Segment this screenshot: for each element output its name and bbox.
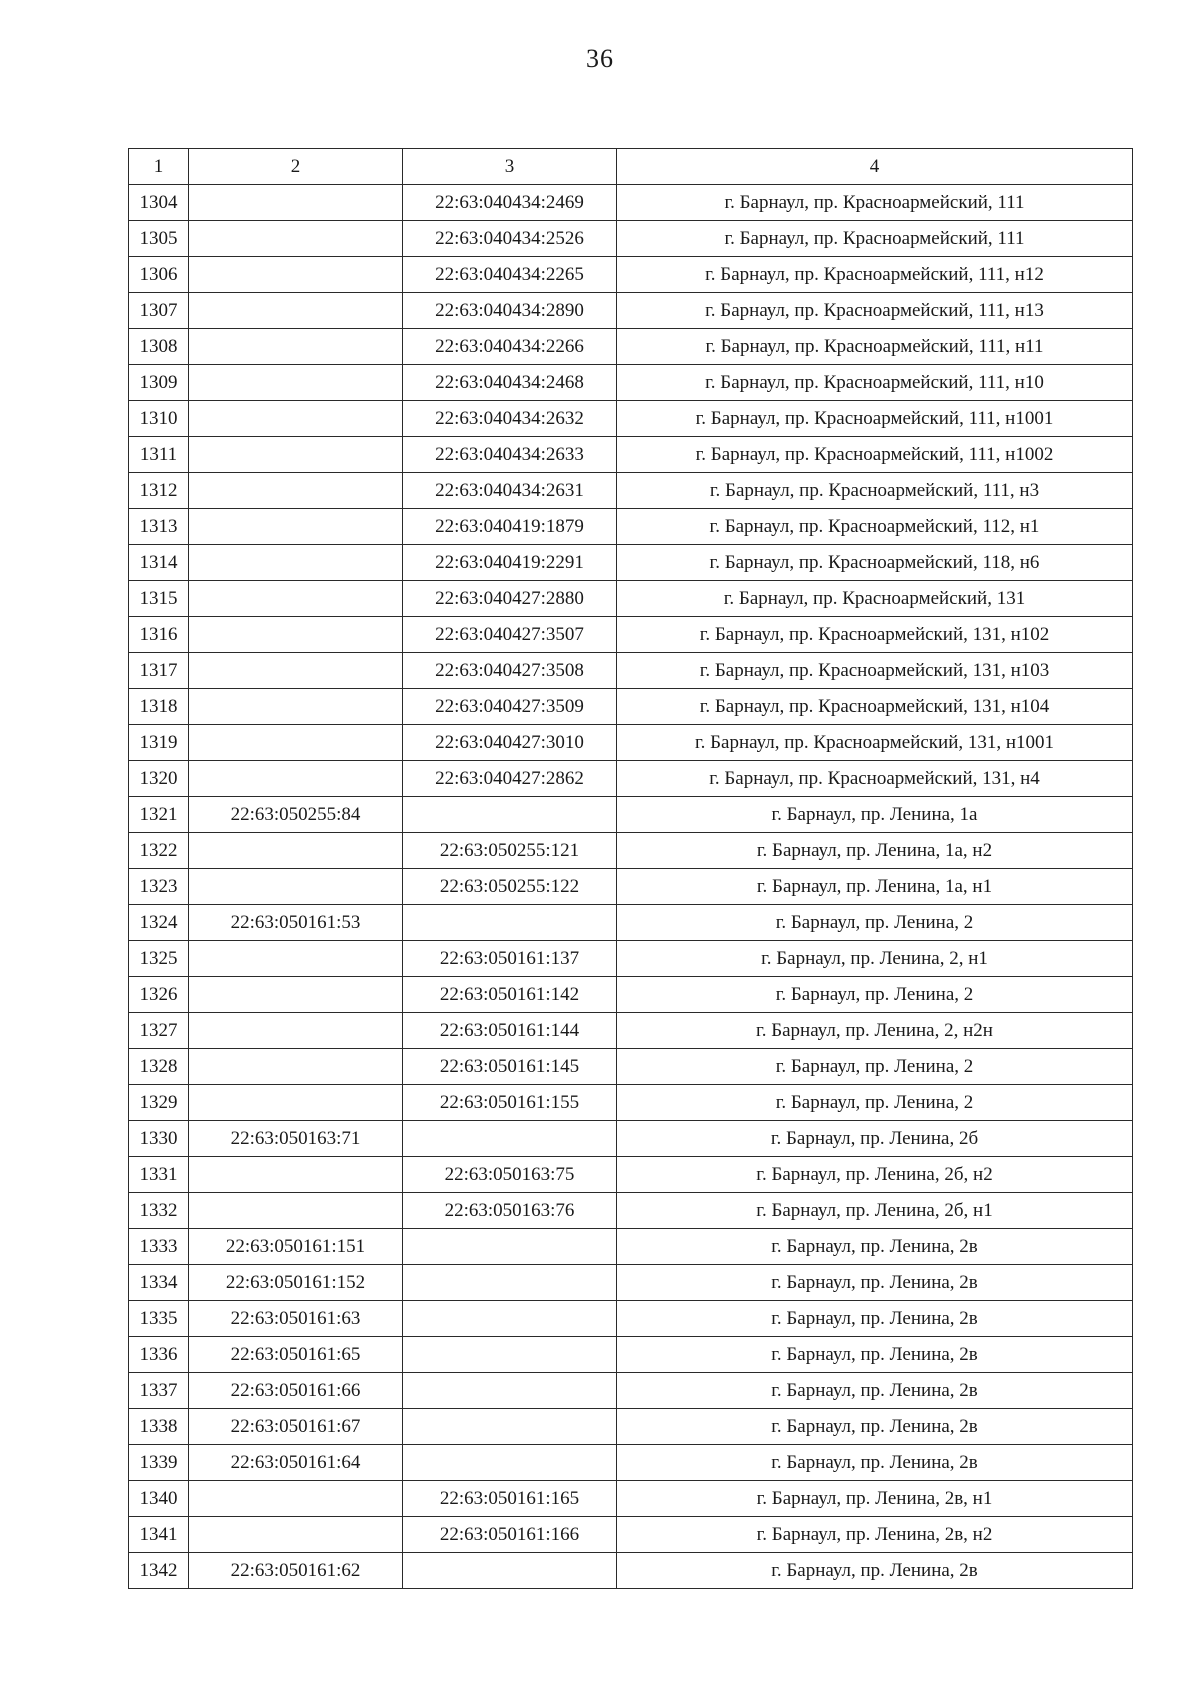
address-cell: г. Барнаул, пр. Ленина, 2 <box>617 1049 1133 1085</box>
premises-number-cell: 22:63:050161:165 <box>403 1481 617 1517</box>
table-row <box>129 1373 1133 1409</box>
cadastral-number-cell: 22:63:050161:67 <box>189 1409 403 1445</box>
address-cell: г. Барнаул, пр. Ленина, 2в, н1 <box>617 1481 1133 1517</box>
premises-number-cell: 22:63:050161:144 <box>403 1013 617 1049</box>
address-cell: г. Барнаул, пр. Ленина, 2в <box>617 1337 1133 1373</box>
table-row <box>129 869 1133 905</box>
premises-number-cell <box>403 1121 617 1157</box>
table-row <box>129 293 1133 329</box>
table-row <box>129 761 1133 797</box>
premises-number-cell: 22:63:040427:2880 <box>403 581 617 617</box>
row-number-cell: 1305 <box>129 221 189 257</box>
cadastral-number-cell <box>189 185 403 221</box>
address-cell: г. Барнаул, пр. Красноармейский, 131, н102 <box>617 617 1133 653</box>
address-cell: г. Барнаул, пр. Красноармейский, 111, н1001 <box>617 401 1133 437</box>
row-number-cell: 1311 <box>129 437 189 473</box>
table-row <box>129 437 1133 473</box>
address-cell: г. Барнаул, пр. Ленина, 1а, н2 <box>617 833 1133 869</box>
premises-number-cell: 22:63:050161:142 <box>403 977 617 1013</box>
premises-number-cell: 22:63:050163:75 <box>403 1157 617 1193</box>
premises-number-cell <box>403 1337 617 1373</box>
cadastral-number-cell: 22:63:050161:152 <box>189 1265 403 1301</box>
premises-number-cell: 22:63:050161:145 <box>403 1049 617 1085</box>
header-row <box>129 149 1133 185</box>
table-row <box>129 689 1133 725</box>
cadastral-number-cell <box>189 1193 403 1229</box>
table-row <box>129 221 1133 257</box>
table-row <box>129 1445 1133 1481</box>
row-number-cell: 1317 <box>129 653 189 689</box>
address-cell: г. Барнаул, пр. Ленина, 2в <box>617 1229 1133 1265</box>
page-number: 36 <box>586 44 614 73</box>
premises-number-cell: 22:63:040427:2862 <box>403 761 617 797</box>
table-row <box>129 797 1133 833</box>
row-number-cell: 1312 <box>129 473 189 509</box>
row-number-cell: 1326 <box>129 977 189 1013</box>
premises-number-cell: 22:63:040434:2526 <box>403 221 617 257</box>
registry-table <box>128 148 1133 1589</box>
row-number-cell: 1319 <box>129 725 189 761</box>
premises-number-cell: 22:63:040434:2468 <box>403 365 617 401</box>
table-row <box>129 653 1133 689</box>
address-cell: г. Барнаул, пр. Красноармейский, 112, н1 <box>617 509 1133 545</box>
premises-number-cell: 22:63:050161:166 <box>403 1517 617 1553</box>
address-cell: г. Барнаул, пр. Ленина, 2в <box>617 1445 1133 1481</box>
cadastral-number-cell: 22:63:050161:65 <box>189 1337 403 1373</box>
row-number-cell: 1340 <box>129 1481 189 1517</box>
address-cell: г. Барнаул, пр. Ленина, 1а <box>617 797 1133 833</box>
cadastral-number-cell <box>189 257 403 293</box>
address-cell: г. Барнаул, пр. Красноармейский, 111 <box>617 185 1133 221</box>
address-cell: г. Барнаул, пр. Ленина, 2 <box>617 977 1133 1013</box>
premises-number-cell: 22:63:040434:2890 <box>403 293 617 329</box>
table-row <box>129 329 1133 365</box>
address-cell: г. Барнаул, пр. Красноармейский, 111, н11 <box>617 329 1133 365</box>
row-number-cell: 1309 <box>129 365 189 401</box>
table-row <box>129 401 1133 437</box>
column-header: 3 <box>403 149 617 185</box>
premises-number-cell: 22:63:040427:3507 <box>403 617 617 653</box>
table-row <box>129 509 1133 545</box>
premises-number-cell <box>403 797 617 833</box>
address-cell: г. Барнаул, пр. Ленина, 2 <box>617 1085 1133 1121</box>
row-number-cell: 1318 <box>129 689 189 725</box>
row-number-cell: 1314 <box>129 545 189 581</box>
table-row <box>129 1013 1133 1049</box>
premises-number-cell: 22:63:050255:122 <box>403 869 617 905</box>
premises-number-cell: 22:63:040434:2266 <box>403 329 617 365</box>
cadastral-number-cell <box>189 1085 403 1121</box>
premises-number-cell <box>403 1445 617 1481</box>
cadastral-number-cell <box>189 581 403 617</box>
cadastral-number-cell <box>189 221 403 257</box>
cadastral-number-cell <box>189 761 403 797</box>
cadastral-number-cell: 22:63:050161:66 <box>189 1373 403 1409</box>
premises-number-cell: 22:63:050161:137 <box>403 941 617 977</box>
premises-number-cell <box>403 1265 617 1301</box>
row-number-cell: 1327 <box>129 1013 189 1049</box>
premises-number-cell: 22:63:050161:155 <box>403 1085 617 1121</box>
row-number-cell: 1332 <box>129 1193 189 1229</box>
cadastral-number-cell: 22:63:050161:151 <box>189 1229 403 1265</box>
table-row <box>129 1085 1133 1121</box>
address-cell: г. Барнаул, пр. Ленина, 2б, н1 <box>617 1193 1133 1229</box>
row-number-cell: 1329 <box>129 1085 189 1121</box>
table-row <box>129 257 1133 293</box>
column-header: 4 <box>617 149 1133 185</box>
address-cell: г. Барнаул, пр. Ленина, 2в, н2 <box>617 1517 1133 1553</box>
premises-number-cell <box>403 1301 617 1337</box>
premises-number-cell: 22:63:040434:2265 <box>403 257 617 293</box>
cadastral-number-cell <box>189 1049 403 1085</box>
table-row <box>129 1049 1133 1085</box>
address-cell: г. Барнаул, пр. Ленина, 2в <box>617 1373 1133 1409</box>
cadastral-number-cell <box>189 437 403 473</box>
premises-number-cell: 22:63:040419:2291 <box>403 545 617 581</box>
address-cell: г. Барнаул, пр. Ленина, 2в <box>617 1265 1133 1301</box>
row-number-cell: 1320 <box>129 761 189 797</box>
premises-number-cell: 22:63:040427:3010 <box>403 725 617 761</box>
table-row <box>129 1481 1133 1517</box>
address-cell: г. Барнаул, пр. Ленина, 2в <box>617 1301 1133 1337</box>
column-header: 2 <box>189 149 403 185</box>
premises-number-cell: 22:63:040419:1879 <box>403 509 617 545</box>
address-cell: г. Барнаул, пр. Ленина, 1а, н1 <box>617 869 1133 905</box>
cadastral-number-cell <box>189 329 403 365</box>
address-cell: г. Барнаул, пр. Красноармейский, 111, н13 <box>617 293 1133 329</box>
cadastral-number-cell <box>189 365 403 401</box>
row-number-cell: 1335 <box>129 1301 189 1337</box>
cadastral-number-cell <box>189 545 403 581</box>
address-cell: г. Барнаул, пр. Красноармейский, 131, н1001 <box>617 725 1133 761</box>
cadastral-number-cell <box>189 725 403 761</box>
row-number-cell: 1337 <box>129 1373 189 1409</box>
address-cell: г. Барнаул, пр. Красноармейский, 111 <box>617 221 1133 257</box>
address-cell: г. Барнаул, пр. Ленина, 2б, н2 <box>617 1157 1133 1193</box>
address-cell: г. Барнаул, пр. Ленина, 2б <box>617 1121 1133 1157</box>
table-row <box>129 581 1133 617</box>
premises-number-cell: 22:63:040434:2631 <box>403 473 617 509</box>
row-number-cell: 1331 <box>129 1157 189 1193</box>
address-cell: г. Барнаул, пр. Красноармейский, 111, н1002 <box>617 437 1133 473</box>
row-number-cell: 1330 <box>129 1121 189 1157</box>
premises-number-cell <box>403 1373 617 1409</box>
cadastral-number-cell <box>189 401 403 437</box>
cadastral-number-cell: 22:63:050255:84 <box>189 797 403 833</box>
table-row <box>129 1229 1133 1265</box>
address-cell: г. Барнаул, пр. Ленина, 2, н2н <box>617 1013 1133 1049</box>
row-number-cell: 1342 <box>129 1553 189 1589</box>
row-number-cell: 1313 <box>129 509 189 545</box>
table-row <box>129 1517 1133 1553</box>
row-number-cell: 1336 <box>129 1337 189 1373</box>
address-cell: г. Барнаул, пр. Красноармейский, 131, н104 <box>617 689 1133 725</box>
table-row <box>129 1193 1133 1229</box>
table-row <box>129 1265 1133 1301</box>
address-cell: г. Барнаул, пр. Красноармейский, 131, н4 <box>617 761 1133 797</box>
table-row <box>129 725 1133 761</box>
row-number-cell: 1304 <box>129 185 189 221</box>
cadastral-number-cell <box>189 689 403 725</box>
row-number-cell: 1323 <box>129 869 189 905</box>
row-number-cell: 1310 <box>129 401 189 437</box>
table-row <box>129 473 1133 509</box>
row-number-cell: 1316 <box>129 617 189 653</box>
table-row <box>129 1157 1133 1193</box>
premises-number-cell: 22:63:040434:2632 <box>403 401 617 437</box>
table-row <box>129 1301 1133 1337</box>
column-header: 1 <box>129 149 189 185</box>
table-row <box>129 833 1133 869</box>
premises-number-cell <box>403 1229 617 1265</box>
cadastral-number-cell <box>189 293 403 329</box>
table-row <box>129 941 1133 977</box>
row-number-cell: 1333 <box>129 1229 189 1265</box>
table-row <box>129 1121 1133 1157</box>
cadastral-number-cell: 22:63:050161:62 <box>189 1553 403 1589</box>
premises-number-cell: 22:63:040427:3508 <box>403 653 617 689</box>
cadastral-number-cell <box>189 833 403 869</box>
cadastral-number-cell <box>189 1517 403 1553</box>
cadastral-number-cell <box>189 977 403 1013</box>
address-cell: г. Барнаул, пр. Красноармейский, 118, н6 <box>617 545 1133 581</box>
row-number-cell: 1308 <box>129 329 189 365</box>
premises-number-cell: 22:63:050255:121 <box>403 833 617 869</box>
row-number-cell: 1307 <box>129 293 189 329</box>
table-row <box>129 1409 1133 1445</box>
cadastral-number-cell <box>189 1013 403 1049</box>
address-cell: г. Барнаул, пр. Красноармейский, 111, н3 <box>617 473 1133 509</box>
table-header <box>129 149 1133 185</box>
table-row <box>129 977 1133 1013</box>
premises-number-cell: 22:63:040434:2633 <box>403 437 617 473</box>
cadastral-number-cell <box>189 941 403 977</box>
table-row <box>129 365 1133 401</box>
cadastral-number-cell: 22:63:050161:64 <box>189 1445 403 1481</box>
cadastral-number-cell: 22:63:050161:63 <box>189 1301 403 1337</box>
address-cell: г. Барнаул, пр. Ленина, 2 <box>617 905 1133 941</box>
table-row <box>129 185 1133 221</box>
cadastral-number-cell: 22:63:050161:53 <box>189 905 403 941</box>
table-row <box>129 617 1133 653</box>
row-number-cell: 1306 <box>129 257 189 293</box>
premises-number-cell: 22:63:050163:76 <box>403 1193 617 1229</box>
row-number-cell: 1339 <box>129 1445 189 1481</box>
row-number-cell: 1325 <box>129 941 189 977</box>
cadastral-number-cell <box>189 653 403 689</box>
premises-number-cell: 22:63:040434:2469 <box>403 185 617 221</box>
row-number-cell: 1315 <box>129 581 189 617</box>
premises-number-cell <box>403 1409 617 1445</box>
row-number-cell: 1328 <box>129 1049 189 1085</box>
cadastral-number-cell: 22:63:050163:71 <box>189 1121 403 1157</box>
premises-number-cell: 22:63:040427:3509 <box>403 689 617 725</box>
address-cell: г. Барнаул, пр. Ленина, 2в <box>617 1409 1133 1445</box>
table-row <box>129 1553 1133 1589</box>
address-cell: г. Барнаул, пр. Красноармейский, 111, н10 <box>617 365 1133 401</box>
row-number-cell: 1338 <box>129 1409 189 1445</box>
row-number-cell: 1324 <box>129 905 189 941</box>
cadastral-number-cell <box>189 1157 403 1193</box>
premises-number-cell <box>403 1553 617 1589</box>
table-body <box>129 185 1133 1589</box>
premises-number-cell <box>403 905 617 941</box>
cadastral-number-cell <box>189 509 403 545</box>
table-row <box>129 905 1133 941</box>
cadastral-number-cell <box>189 617 403 653</box>
row-number-cell: 1334 <box>129 1265 189 1301</box>
cadastral-number-cell <box>189 1481 403 1517</box>
row-number-cell: 1341 <box>129 1517 189 1553</box>
address-cell: г. Барнаул, пр. Красноармейский, 111, н12 <box>617 257 1133 293</box>
address-cell: г. Барнаул, пр. Красноармейский, 131 <box>617 581 1133 617</box>
row-number-cell: 1322 <box>129 833 189 869</box>
table-row <box>129 545 1133 581</box>
cadastral-number-cell <box>189 473 403 509</box>
address-cell: г. Барнаул, пр. Красноармейский, 131, н103 <box>617 653 1133 689</box>
address-cell: г. Барнаул, пр. Ленина, 2в <box>617 1553 1133 1589</box>
table-row <box>129 1337 1133 1373</box>
cadastral-number-cell <box>189 869 403 905</box>
row-number-cell: 1321 <box>129 797 189 833</box>
address-cell: г. Барнаул, пр. Ленина, 2, н1 <box>617 941 1133 977</box>
